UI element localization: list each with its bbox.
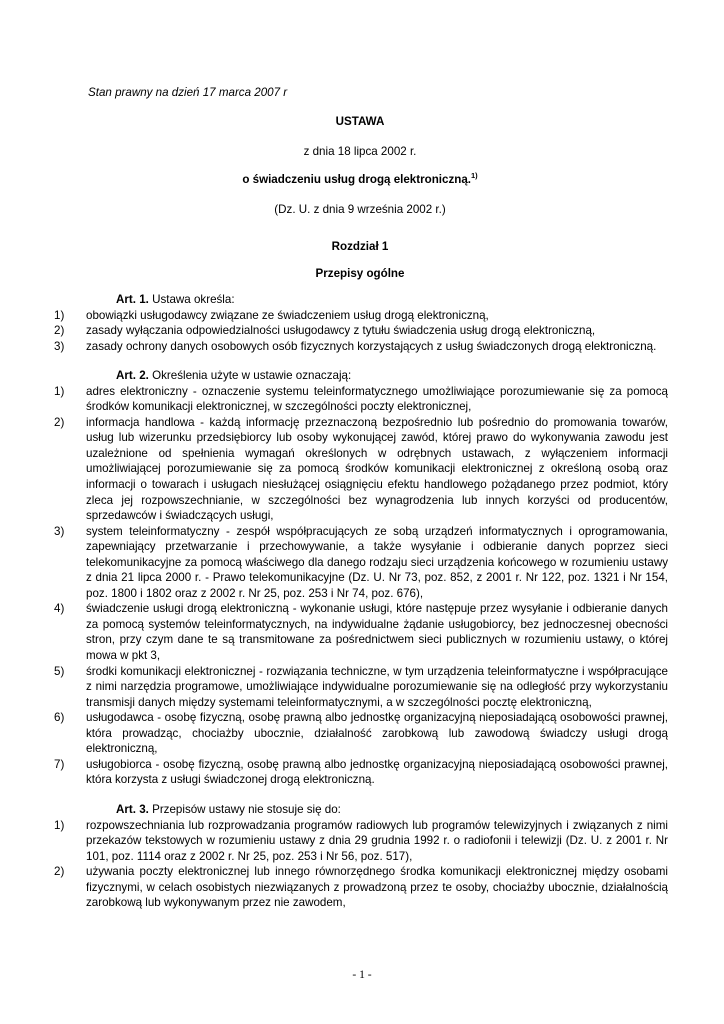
article-3-heading	[54, 802, 668, 818]
item-text: usługodawca - osobę fizyczną, osobę prawną albo jednostkę organizacyjną nieposiadającą osobowości prawnej, która prowadząc, chociażby ubocznie, działalność zarobkową lub zawodową świadczy usługi drogą elektroniczną,	[86, 711, 668, 756]
list-item	[54, 339, 668, 355]
article-1-intro: Ustawa określa:	[148, 293, 235, 306]
item-number: 4)	[54, 602, 65, 616]
item-number: 1)	[54, 818, 65, 832]
item-text: środki komunikacji elektronicznej - rozwiązania techniczne, w tym urządzenia teleinformatyczne i współpracujące z nimi narzędzia programowe, umożliwiające indywidualne porozumiewanie się na odległość przy wykorzystaniu transmisji danych między systemami teleinformatycznymi, a w szczególności pocztę elektroniczną,	[86, 664, 668, 709]
chapter-title: Przepisy ogólne	[315, 267, 405, 280]
list-item	[54, 308, 668, 324]
article-2-list	[54, 384, 668, 788]
act-subject	[54, 173, 666, 186]
page-number: - 1 -	[352, 968, 372, 981]
act-title: USTAWA	[335, 115, 385, 128]
list-item	[54, 601, 668, 663]
article-2-heading	[54, 368, 668, 384]
document-body	[54, 292, 668, 911]
item-number: 1)	[54, 308, 65, 322]
footnote-mark: 1)	[471, 171, 478, 181]
act-date: z dnia 18 lipca 2002 r.	[303, 145, 417, 158]
item-number: 2)	[54, 415, 65, 429]
item-text: używania poczty elektronicznej lub innego równorzędnego środka komunikacji elektronicznej między osobami fizycznymi, w celach osobistych niezwiązanych z prowadzoną przez te osoby, chociażby ubocznie, działalnością zarobkową lub wykonywanym przez nie zawodem,	[86, 865, 668, 910]
article-3-list	[54, 818, 668, 911]
list-item	[54, 757, 668, 788]
item-number: 3)	[54, 339, 65, 353]
item-text: informacja handlowa - każdą informację przeznaczoną bezpośrednio lub pośrednio do promowania towarów, usług lub wizerunku przedsiębiorcy lub osoby wykonującej zawód, której prawo do wykonywania zawodu jest uzależnione od spełnienia wymagań określonych w odrębnych ustawach, z wyłączeniem informacji umożliwiającej porozumiewanie się za pomocą środków komunikacji elektronicznej z określoną osobą oraz informacji o towarach i usługach niesłużącej osiągnięciu efektu handlowego pożądanego przez podmiot, który zleca jej rozpowszechnianie, w szczególności bez wynagrodzenia lub innych korzyści od producentów, sprzedawców i świadczących usługi,	[86, 415, 668, 523]
legal-status-note: Stan prawny na dzień 17 marca 2007 r	[88, 86, 288, 99]
item-number: 2)	[54, 865, 65, 879]
item-text: obowiązki usługodawcy związane ze świadczeniem usług drogą elektroniczną,	[86, 308, 489, 322]
article-1-label: Art. 1.	[116, 293, 149, 306]
item-text: zasady wyłączania odpowiedzialności usługodawcy z tytułu świadczenia usług drogą elektroniczną,	[86, 324, 596, 338]
item-number: 2)	[54, 324, 65, 338]
article-2-intro: Określenia użyte w ustawie oznaczają:	[148, 369, 352, 383]
item-number: 5)	[54, 664, 65, 678]
item-number: 6)	[54, 711, 65, 725]
article-1-heading	[54, 292, 668, 308]
list-item	[54, 415, 668, 524]
list-item	[54, 664, 668, 711]
item-number: 7)	[54, 757, 65, 771]
list-item	[54, 384, 668, 415]
article-3-intro: Przepisów ustawy nie stosuje się do:	[148, 802, 341, 816]
list-item	[54, 818, 668, 865]
item-text: zasady ochrony danych osobowych osób fizycznych korzystających z usług świadczonych drogą elektroniczną.	[86, 339, 657, 353]
list-item	[54, 524, 668, 602]
article-1-list	[54, 308, 668, 355]
chapter-number: Rozdział 1	[331, 240, 389, 253]
article-3-label: Art. 3.	[116, 802, 149, 816]
act-subject-text: o świadczeniu usług drogą elektroniczną.	[242, 173, 472, 186]
list-item	[54, 323, 668, 339]
list-item	[54, 864, 668, 911]
article-2-label: Art. 2.	[116, 369, 149, 383]
item-text: świadczenie usługi drogą elektroniczną - wykonanie usługi, które następuje przez wysyłanie i odbieranie danych za pomocą systemów teleinformatycznych, na indywidualne żądanie usługobiorcy, bez jednoczesnej obecności stron, przy czym dane te są transmitowane za pośrednictwem sieci publicznych w rozumieniu ustawy, o której mowa w pkt 3,	[86, 602, 668, 663]
item-text: adres elektroniczny - oznaczenie systemu teleinformatycznego umożliwiające porozumiewanie się za pomocą środków komunikacji elektronicznej, w szczególności poczty elektronicznej,	[86, 384, 668, 414]
item-number: 1)	[54, 384, 65, 398]
list-item	[54, 710, 668, 757]
item-number: 3)	[54, 524, 65, 538]
item-text: usługobiorca - osobę fizyczną, osobę prawną albo jednostkę organizacyjną nieposiadającą osobowości prawnej, która korzysta z usługi świadczonej drogą elektroniczną.	[86, 757, 668, 787]
item-text: rozpowszechniania lub rozprowadzania programów radiowych lub programów telewizyjnych i związanych z nimi przekazów tekstowych w rozumieniu ustawy z dnia 29 grudnia 1992 r. o radiofonii i telewizji (Dz. U. z 2001 r. Nr 101, poz. 1114 oraz z 2002 r. Nr 25, poz. 253 i Nr 56, poz. 517),	[86, 818, 668, 863]
item-text: system teleinformatyczny - zespół współpracujących ze sobą urządzeń informatycznych i oprogramowania, zapewniający przetwarzanie i przechowywanie, a także wysyłanie i odbieranie danych poprzez sieci telekomunikacyjne za pomocą właściwego dla danego rodzaju sieci urządzenia końcowego w rozumieniu ustawy z dnia 21 lipca 2000 r. - Prawo telekomunikacyjne (Dz. U. Nr 73, poz. 852, z 2001 r. Nr 122, poz. 1321 i Nr 154, poz. 1800 i 1802 oraz z 2002 r. Nr 25, poz. 253 i Nr 74, poz. 676),	[86, 524, 668, 600]
publication-reference: (Dz. U. z dnia 9 września 2002 r.)	[274, 203, 446, 216]
